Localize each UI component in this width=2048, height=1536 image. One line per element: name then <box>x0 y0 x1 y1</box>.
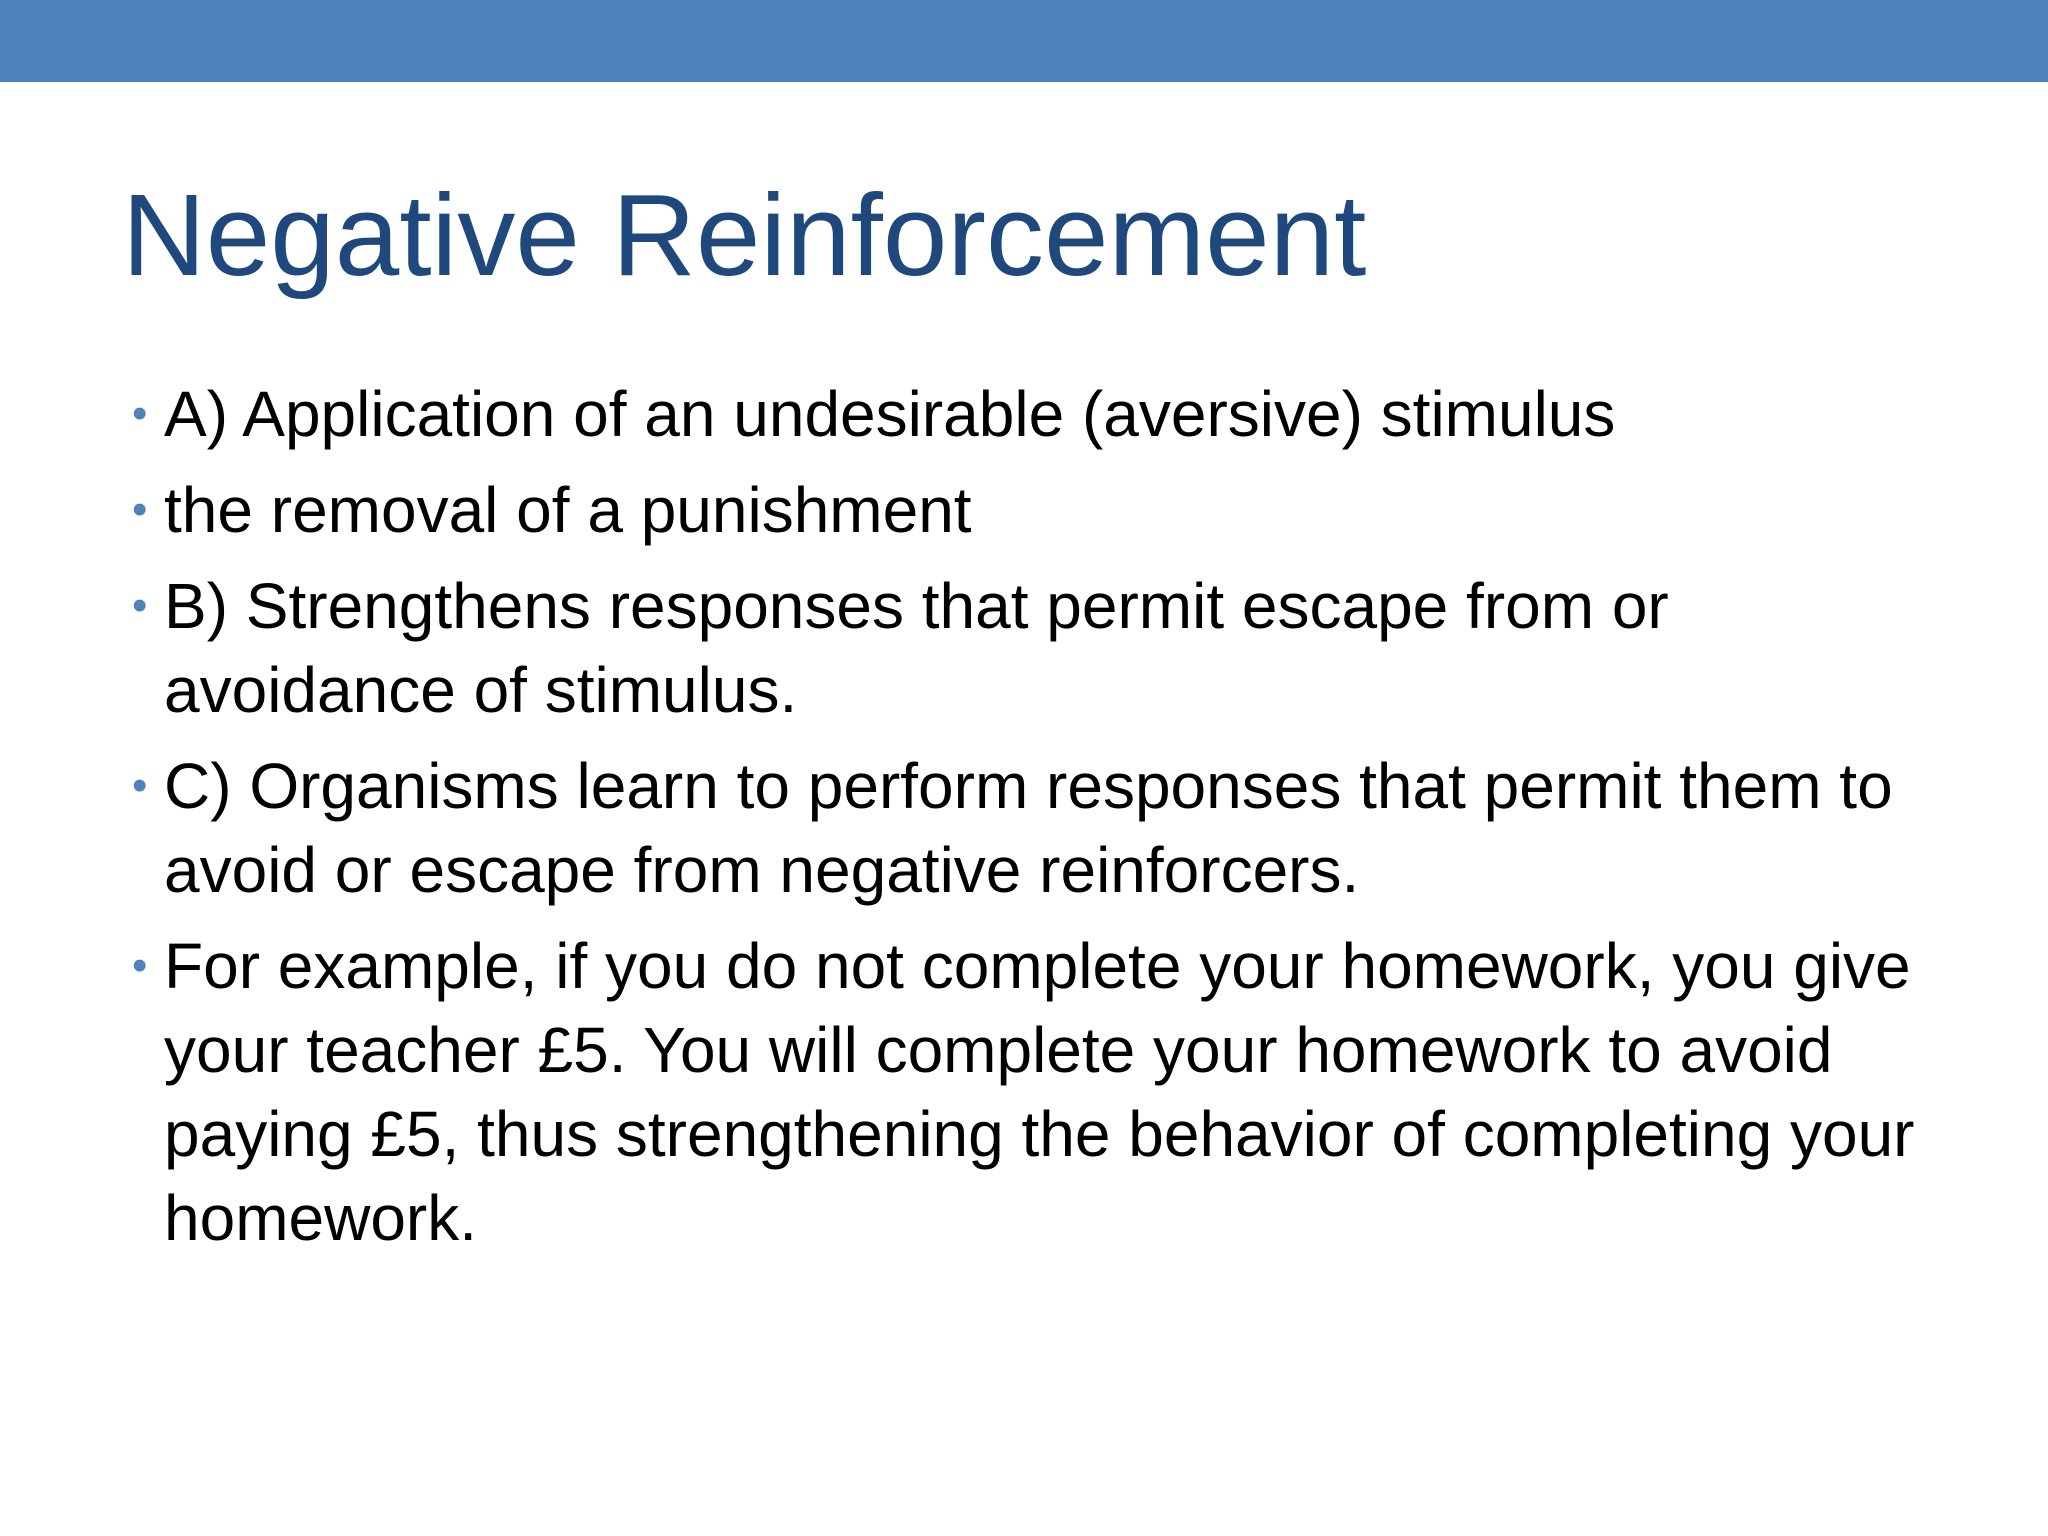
bullet-text: A) Application of an undesirable (aversive) stimulus <box>164 378 1616 450</box>
bullet-dot-icon: • <box>132 941 148 990</box>
bullet-item <box>124 468 1944 552</box>
bullet-item <box>124 564 1944 732</box>
bullet-dot-icon: • <box>132 389 148 438</box>
bullet-list <box>124 372 1944 1272</box>
bullet-item <box>124 372 1944 456</box>
slide-title: Negative Reinforcement <box>122 170 1367 300</box>
bullet-text: B) Strengthens responses that permit escape from or avoidance of stimulus. <box>164 570 1669 726</box>
bullet-text: C) Organisms learn to perform responses that permit them to avoid or escape from negative reinforcers. <box>164 750 1893 906</box>
bullet-item <box>124 744 1944 912</box>
bullet-text: For example, if you do not complete your homework, you give your teacher £5. You will complete your homework to avoid paying £5, thus strengthening the behavior of completing your homework. <box>164 930 1915 1254</box>
bullet-dot-icon: • <box>132 485 148 534</box>
bullet-text: the removal of a punishment <box>164 474 972 546</box>
bullet-dot-icon: • <box>132 761 148 810</box>
header-accent-bar <box>0 0 2048 82</box>
bullet-item <box>124 924 1944 1260</box>
bullet-dot-icon: • <box>132 581 148 630</box>
